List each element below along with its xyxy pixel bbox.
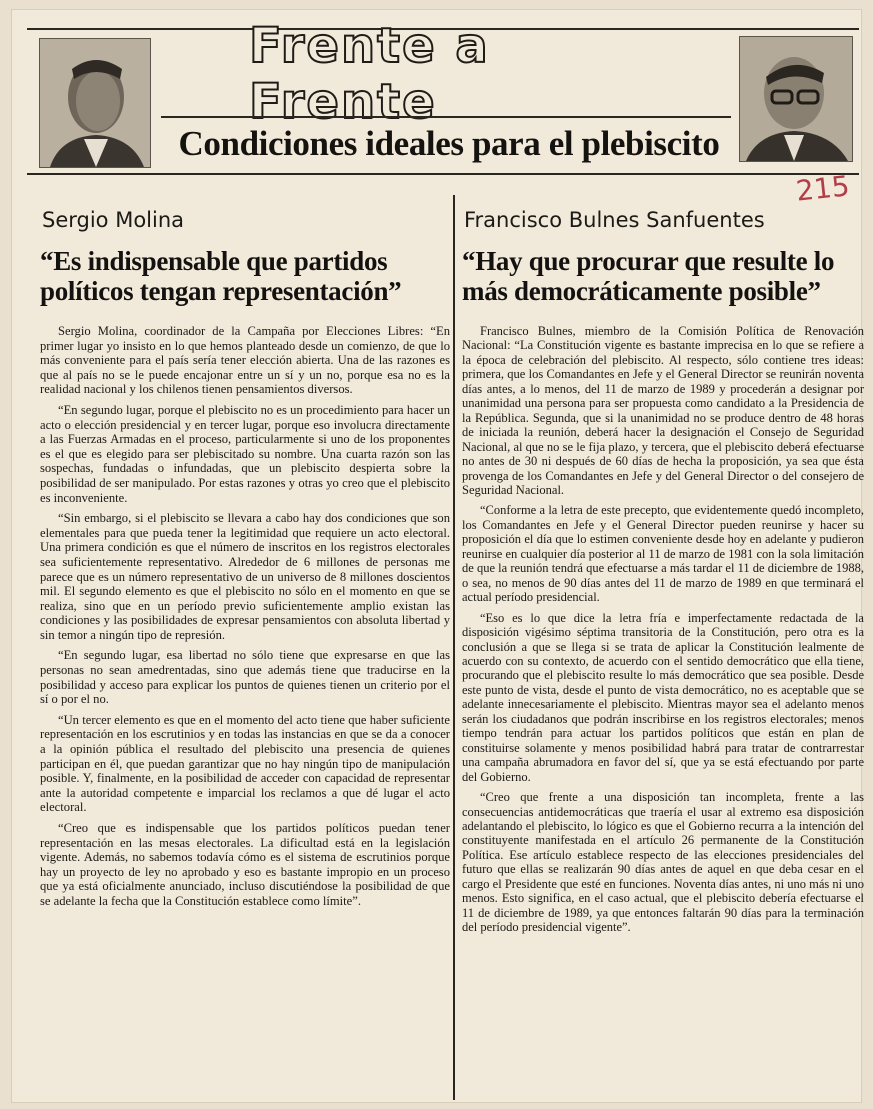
left-paragraph: Sergio Molina, coordinador de la Campaña por Elecciones Libres: “En primer lugar yo insisto en lo que hemos planteado desde un comienzo, de que lo más conveniente para el país sería tener elección abierta. Una de las razones es que al país no se le puede encajonar entre un sí y un no, porque esa no es la realidad nacional y los chilenos tienen pensamientos diversos.: [40, 324, 450, 397]
right-headline: “Hay que procurar que resulte lo más democráticamente posible”: [462, 246, 835, 306]
left-paragraph: “Creo que es indispensable que los partidos políticos puedan tener representación en las mesas electorales. La dificultad está en la legislación vigente. Además, no sabemos todavía cómo es el sistema de escrutinios porque hay un proyecto de ley no aprobado y eso es bastante impropio en un proceso que ya está oficialmente anunciado, incluso discutiéndose la posibilidad de que se adelante la fecha que la Constitución establece como límite”.: [40, 821, 450, 908]
left-paragraph: “En segundo lugar, porque el plebiscito no es un procedimiento para hacer un acto o elección presidencial y en tercer lugar, porque eso involucra directamente a las Fuerzas Armadas en el proceso, particularmente si uno de los proponentes es el que es elegido para ser plebiscitado su nombre. Una cuarta razón son las sospechas, fundadas o infundadas, que un plebiscito despierta sobre la posibilidad de ser manipulado. Por estas razones y otras yo creo que el plebiscito es inconveniente.: [40, 402, 450, 505]
left-paragraph: “En segundo lugar, esa libertad no sólo tiene que expresarse en que las personas no sean amedrentadas, sino que además tiene que traducirse en la posibilidad y acceso para explicar los puntos de quienes tienen un criterio por el sí o por el no.: [40, 648, 450, 707]
right-paragraph: “Creo que frente a una disposición tan incompleta, frente a las consecuencias antidemocráticas que traería el usar al extremo esa disposición adelantando el plebiscito, lo lógico es que el Gobierno recurra a la intención del constituyente manifestada en el artículo 26 permanente de la Constitución Política. Ese artículo establece respecto de las elecciones presidenciales del futuro que ellas se realizarán 90 días antes de aquel en que deba cesar en el cargo el Presidente que esté en funciones. Noventa días antes, ni uno más ni uno menos. Esto significa, en el caso actual, que el plebiscito debería efectuarse el 11 de diciembre de 1989, ya que entonces faltarán 90 días para la terminación del período presidencial vigente”.: [462, 790, 864, 935]
right-author: Francisco Bulnes Sanfuentes: [464, 208, 765, 232]
series-title: Frente a Frente: [249, 18, 490, 130]
newspaper-clipping: [12, 10, 864, 1102]
left-headline: “Es indispensable que partidos políticos tengan representación”: [40, 246, 402, 306]
main-title: Condiciones ideales para el plebiscito: [178, 124, 720, 163]
left-author: Sergio Molina: [42, 208, 185, 232]
right-column: [462, 200, 864, 1100]
title-divider: [161, 116, 731, 118]
right-article-body: [462, 324, 864, 935]
handwritten-page-number: 215: [794, 169, 852, 208]
portrait-photo-left: [39, 38, 151, 168]
left-paragraph: “Sin embargo, si el plebiscito se llevara a cabo hay dos condiciones que son elementales para que pueda tener la legitimidad que requiere un acto electoral. Una primera condición es que el número de inscritos en los registros electorales sea suficientemente representativo. Alrededor de 6 millones de personas me parece que es un número representativo de un universo de 8 millones doscientos mil. El segundo elemento es que el plebiscito no sólo en el momento en que se realiza, sino que en un período previo suficientemente amplio existan las condiciones y las posibilidades de expresar pensamientos con absoluta libertad y sin temor a ningún tipo de represión.: [40, 511, 450, 642]
left-article-body: [40, 324, 450, 909]
right-paragraph: “Conforme a la letra de este precepto, que evidentemente quedó incompleto, los Comandantes en Jefe y el General Director pueden reunirse y hacer su proposición el día que lo estimen conveniente desde hoy en adelante y pudieron reunirse en cualquier día posterior al 11 de marzo de 1981 con la sola limitación de que la reunión tendrá que efectuarse a más tardar el 11 de diciembre de 1988, o sea, no menos de 90 días antes del 11 de marzo de 1989 en que terminará el actual período presidencial.: [462, 503, 864, 605]
portrait-photo-right: [739, 36, 853, 162]
left-column: [40, 200, 450, 1100]
right-paragraph: “Eso es lo que dice la letra fría e imperfectamente redactada de la disposición vigésimo séptima transitoria de la Constitución, pero otra es la conclusión a que se llega si se trata de aplicar la Constitución lealmente de acuerdo con su contexto, de acuerdo con el sentido democrático que ella tiene, procurando que el plebiscito resulte lo más democrático que sea posible. Desde este punto de vista, desde el punto de vista democrático, no es aceptable que se adelante innecesariamente el plebiscito. Mientras mayor sea el adelanto menos serán los ciudadanos que podrán inscribirse en los registros electorales; menos tiempo tendrán para actuar los partidos políticos que están en plan de constituirse solamente y menos posibilidad habrá para tratar de contrarrestar una campaña abrumadora en favor del sí, que ya se está efectuando por parte del Gobierno.: [462, 610, 864, 784]
header-band: [27, 18, 859, 175]
column-divider: [453, 195, 455, 1100]
right-paragraph: Francisco Bulnes, miembro de la Comisión Política de Renovación Nacional: “La Constitución vigente es bastante imprecisa en lo que se refiere a la época de celebración del plebiscito. Al respecto, sólo contiene tres ideas: primera, que los Comandantes en Jefe y el General Director se reunirán noventa días antes, a lo menos, del 11 de marzo de 1989 y procederán a designar por unanimidad una persona para ser propuesta como candidato a la Presidencia de la República. Segunda, que si la unanimidad no se produce dentro de 48 horas de iniciada la reunión, deberá hacer la designación el Consejo de Seguridad Nacional, al que no se le fija plazo, y tercera, que el plebiscito deberá efectuarse no antes de 30 ni después de 60 días de hecha la proposición, ya sea que ésta provenga de los Comandantes en Jefe y del General Director o del consejero de Seguridad Nacional.: [462, 324, 864, 497]
left-paragraph: “Un tercer elemento es que en el momento del acto tiene que haber suficiente representación en los escrutinios y en todas las instancias en que se da a conocer a la opinión pública el resultado del plebiscito una presencia de quienes participan en él, que puedan garantizar que no hay ningún tipo de manipulación posible. Y, finalmente, en la posibilidad de acceder con capacidad de representar ante la autoridad competente e imparcial los reclamos a que dé lugar el acto electoral.: [40, 712, 450, 815]
